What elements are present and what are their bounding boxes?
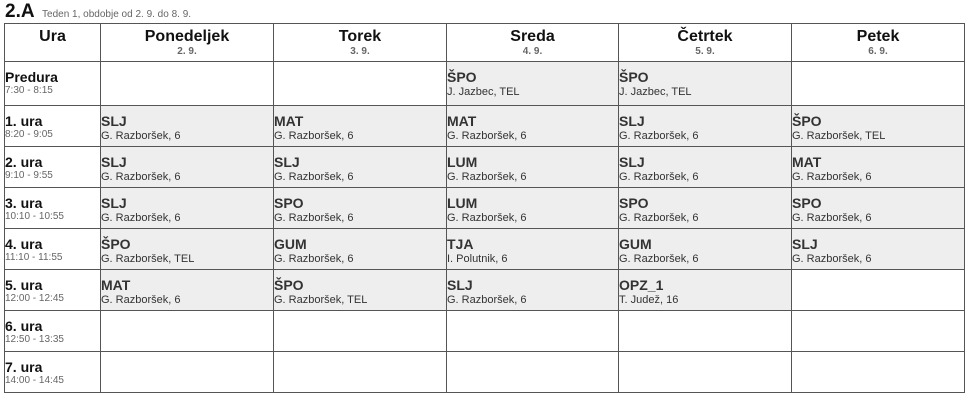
lesson-teacher-room: G. Razboršek, 6 [101,171,181,183]
empty-cell [792,352,965,393]
lesson-cell [619,188,792,229]
hour-name: 5. ura [5,277,43,293]
lesson-cell [619,62,792,106]
lesson-cell [447,62,619,106]
hour-cell [5,311,101,352]
hour-cell [5,229,101,270]
lesson-teacher-room: G. Razboršek, 6 [447,212,527,224]
lesson-subject: ŠPO [101,236,131,252]
empty-cell [619,352,792,393]
lesson-teacher-room: T. Judež, 16 [619,294,679,306]
lesson-teacher-room: G. Razboršek, TEL [274,294,368,306]
lesson-subject: SPO [792,195,822,211]
lesson-teacher-room: G. Razboršek, 6 [447,130,527,142]
timetable-row [5,106,965,147]
timetable-row [5,270,965,311]
lesson-teacher-room: I. Polutnik, 6 [447,253,508,265]
empty-cell [619,311,792,352]
hour-time: 10:10 - 10:55 [5,211,64,222]
lesson-cell [792,106,965,147]
empty-cell [101,352,274,393]
lesson-subject: MAT [792,154,822,170]
day-name: Sreda [510,28,555,45]
lesson-subject: ŠPO [447,69,477,85]
lesson-cell [792,147,965,188]
hour-cell [5,188,101,229]
lesson-teacher-room: G. Razboršek, 6 [792,171,872,183]
lesson-cell [619,270,792,311]
day-header [792,24,965,62]
lesson-subject: SLJ [619,154,645,170]
day-date: 4. 9. [522,46,543,57]
empty-cell [792,62,965,106]
lesson-cell [792,229,965,270]
lesson-teacher-room: G. Razboršek, TEL [792,130,886,142]
lesson-cell [792,188,965,229]
day-date: 3. 9. [350,46,370,57]
timetable [4,23,965,393]
lesson-cell [101,229,274,270]
lesson-cell [274,147,447,188]
lesson-subject: ŠPO [792,113,822,129]
hour-cell [5,147,101,188]
class-title: 2.A [5,1,35,22]
lesson-cell [447,147,619,188]
hour-name: 4. ura [5,236,43,252]
hour-time: 9:10 - 9:55 [5,170,53,181]
hour-cell [5,270,101,311]
lesson-teacher-room: G. Razboršek, 6 [619,130,699,142]
lesson-subject: MAT [274,113,304,129]
day-header [447,24,619,62]
lesson-teacher-room: G. Razboršek, 6 [792,212,872,224]
hour-name: 1. ura [5,113,43,129]
empty-cell [274,62,447,106]
day-date: 2. 9. [177,46,197,57]
lesson-cell [101,106,274,147]
timetable-row [5,147,965,188]
lesson-subject: SLJ [792,236,818,252]
lesson-cell [447,270,619,311]
hour-time: 12:00 - 12:45 [5,293,64,304]
day-name: Ponedeljek [144,28,230,45]
lesson-teacher-room: G. Razboršek, 6 [274,253,354,265]
lesson-cell [274,270,447,311]
lesson-subject: ŠPO [619,69,649,85]
lesson-subject: SLJ [101,195,127,211]
empty-cell [274,352,447,393]
hour-time: 14:00 - 14:45 [5,375,64,386]
empty-cell [101,62,274,106]
day-header-row [5,24,965,62]
lesson-subject: SLJ [274,154,300,170]
lesson-cell [274,106,447,147]
timetable-body [5,62,965,393]
lesson-subject: LUM [447,154,478,170]
lesson-teacher-room: G. Razboršek, 6 [447,171,527,183]
hour-cell [5,106,101,147]
hour-time: 8:20 - 9:05 [5,129,53,140]
lesson-teacher-room: J. Jazbec, TEL [619,86,692,98]
lesson-subject: SPO [619,195,649,211]
lesson-cell [447,106,619,147]
empty-cell [792,270,965,311]
lesson-subject: SLJ [619,113,645,129]
lesson-cell [619,147,792,188]
timetable-row [5,311,965,352]
lesson-subject: LUM [447,195,478,211]
hour-cell [5,352,101,393]
hour-time: 12:50 - 13:35 [5,334,64,345]
lesson-subject: SLJ [101,113,127,129]
empty-cell [792,311,965,352]
hour-time: 7:30 - 8:15 [5,85,53,96]
hour-column-header [5,24,101,62]
lesson-teacher-room: G. Razboršek, TEL [101,253,195,265]
day-header [274,24,447,62]
lesson-subject: SPO [274,195,304,211]
timetable-row [5,352,965,393]
hour-name: 7. ura [5,359,43,375]
timetable-row [5,62,965,106]
lesson-subject: TJA [447,236,474,252]
lesson-subject: OPZ_1 [619,277,664,293]
hour-time: 11:10 - 11:55 [5,252,63,263]
lesson-subject: GUM [274,236,307,252]
lesson-teacher-room: G. Razboršek, 6 [274,212,354,224]
lesson-subject: MAT [447,113,477,129]
hour-name: Predura [5,69,58,85]
lesson-cell [447,188,619,229]
hour-name: 2. ura [5,154,43,170]
timetable-header [5,1,191,23]
hour-name: 6. ura [5,318,43,334]
lesson-cell [274,188,447,229]
lesson-teacher-room: G. Razboršek, 6 [792,253,872,265]
empty-cell [274,311,447,352]
lesson-subject: MAT [101,277,131,293]
lesson-teacher-room: G. Razboršek, 6 [619,171,699,183]
lesson-cell [274,229,447,270]
lesson-teacher-room: G. Razboršek, 6 [101,212,181,224]
lesson-cell [619,106,792,147]
lesson-cell [101,270,274,311]
hour-column-label: Ura [39,28,66,45]
empty-cell [101,311,274,352]
timetable-row [5,229,965,270]
lesson-cell [101,147,274,188]
lesson-teacher-room: G. Razboršek, 6 [274,130,354,142]
lesson-cell [447,229,619,270]
lesson-teacher-room: J. Jazbec, TEL [447,86,520,98]
lesson-teacher-room: G. Razboršek, 6 [619,212,699,224]
lesson-teacher-room: G. Razboršek, 6 [101,130,181,142]
day-date: 5. 9. [695,46,715,57]
timetable-row [5,188,965,229]
lesson-cell [619,229,792,270]
empty-cell [447,311,619,352]
lesson-teacher-room: G. Razboršek, 6 [447,294,527,306]
lesson-subject: ŠPO [274,277,304,293]
hour-name: 3. ura [5,195,43,211]
lesson-subject: SLJ [101,154,127,170]
lesson-teacher-room: G. Razboršek, 6 [619,253,699,265]
lesson-subject: GUM [619,236,652,252]
lesson-teacher-room: G. Razboršek, 6 [101,294,181,306]
lesson-teacher-room: G. Razboršek, 6 [274,171,354,183]
week-period: Teden 1, obdobje od 2. 9. do 8. 9. [42,9,192,20]
day-header [101,24,274,62]
day-name: Petek [856,28,900,45]
day-header [619,24,792,62]
hour-cell [5,62,101,106]
day-date: 6. 9. [868,46,888,57]
day-name: Četrtek [677,28,733,45]
lesson-subject: SLJ [447,277,473,293]
lesson-cell [101,188,274,229]
empty-cell [447,352,619,393]
day-name: Torek [338,28,382,45]
